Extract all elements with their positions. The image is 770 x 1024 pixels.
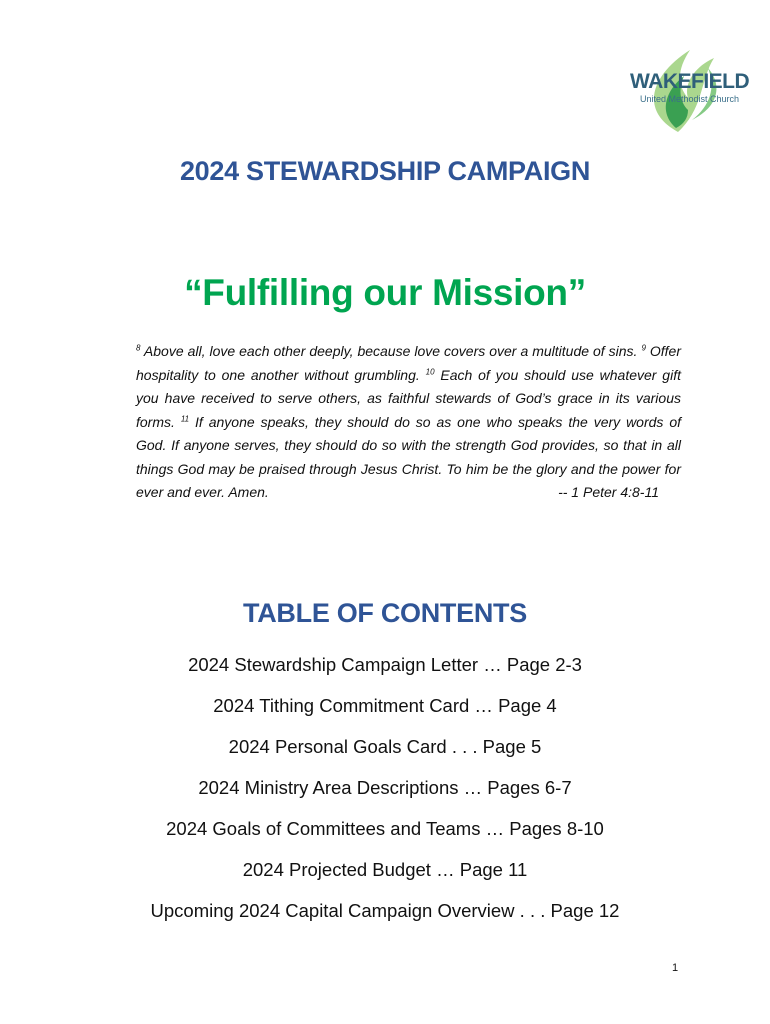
verse-number: 9: [641, 343, 646, 353]
scripture-citation: -- 1 Peter 4:8-11: [558, 484, 659, 500]
verse-number: 8: [136, 343, 141, 353]
verse-text: Above all, love each other deeply, because love covers over a multitude of sins.: [140, 343, 642, 359]
mission-title: “Fulfilling our Mission”: [184, 272, 586, 313]
toc-item: 2024 Goals of Committees and Teams … Pages 8-10: [166, 818, 604, 839]
church-logo: [618, 28, 748, 136]
toc-list: [0, 650, 770, 937]
logo-subtitle: United Methodist Church: [640, 94, 740, 104]
verse-number: 10: [425, 366, 435, 376]
scripture-passage: [136, 340, 681, 505]
toc-title: TABLE OF CONTENTS: [243, 598, 527, 628]
logo-name: WAKEFIELD: [630, 70, 750, 93]
toc-item: 2024 Stewardship Campaign Letter … Page 2-3: [188, 654, 582, 675]
verse-number: 11: [180, 413, 190, 423]
toc-item: Upcoming 2024 Capital Campaign Overview . . . Page 12: [150, 900, 620, 921]
verse-text: If anyone speaks, they should do so as one who speaks the very words of God. If anyone serves, they should do so with the strength God provides, so that in all things God may be praised through Jesus Christ. To him be the glory and the power for ever and ever. Amen.: [136, 413, 681, 500]
campaign-title: 2024 STEWARDSHIP CAMPAIGN: [179, 156, 591, 186]
toc-item: 2024 Projected Budget … Page 11: [242, 859, 528, 880]
toc-item: 2024 Tithing Commitment Card … Page 4: [213, 695, 557, 716]
verse-text: Offer hospitality to one another without grumbling.: [136, 343, 681, 383]
toc-item: 2024 Personal Goals Card . . . Page 5: [228, 736, 542, 757]
page-number: 1: [672, 962, 679, 974]
verse-text: Each of you should use whatever gift you have received to serve others, as faithful stewards of God’s grace in its various forms.: [136, 366, 681, 430]
toc-item: 2024 Ministry Area Descriptions … Pages 6-7: [198, 777, 572, 798]
